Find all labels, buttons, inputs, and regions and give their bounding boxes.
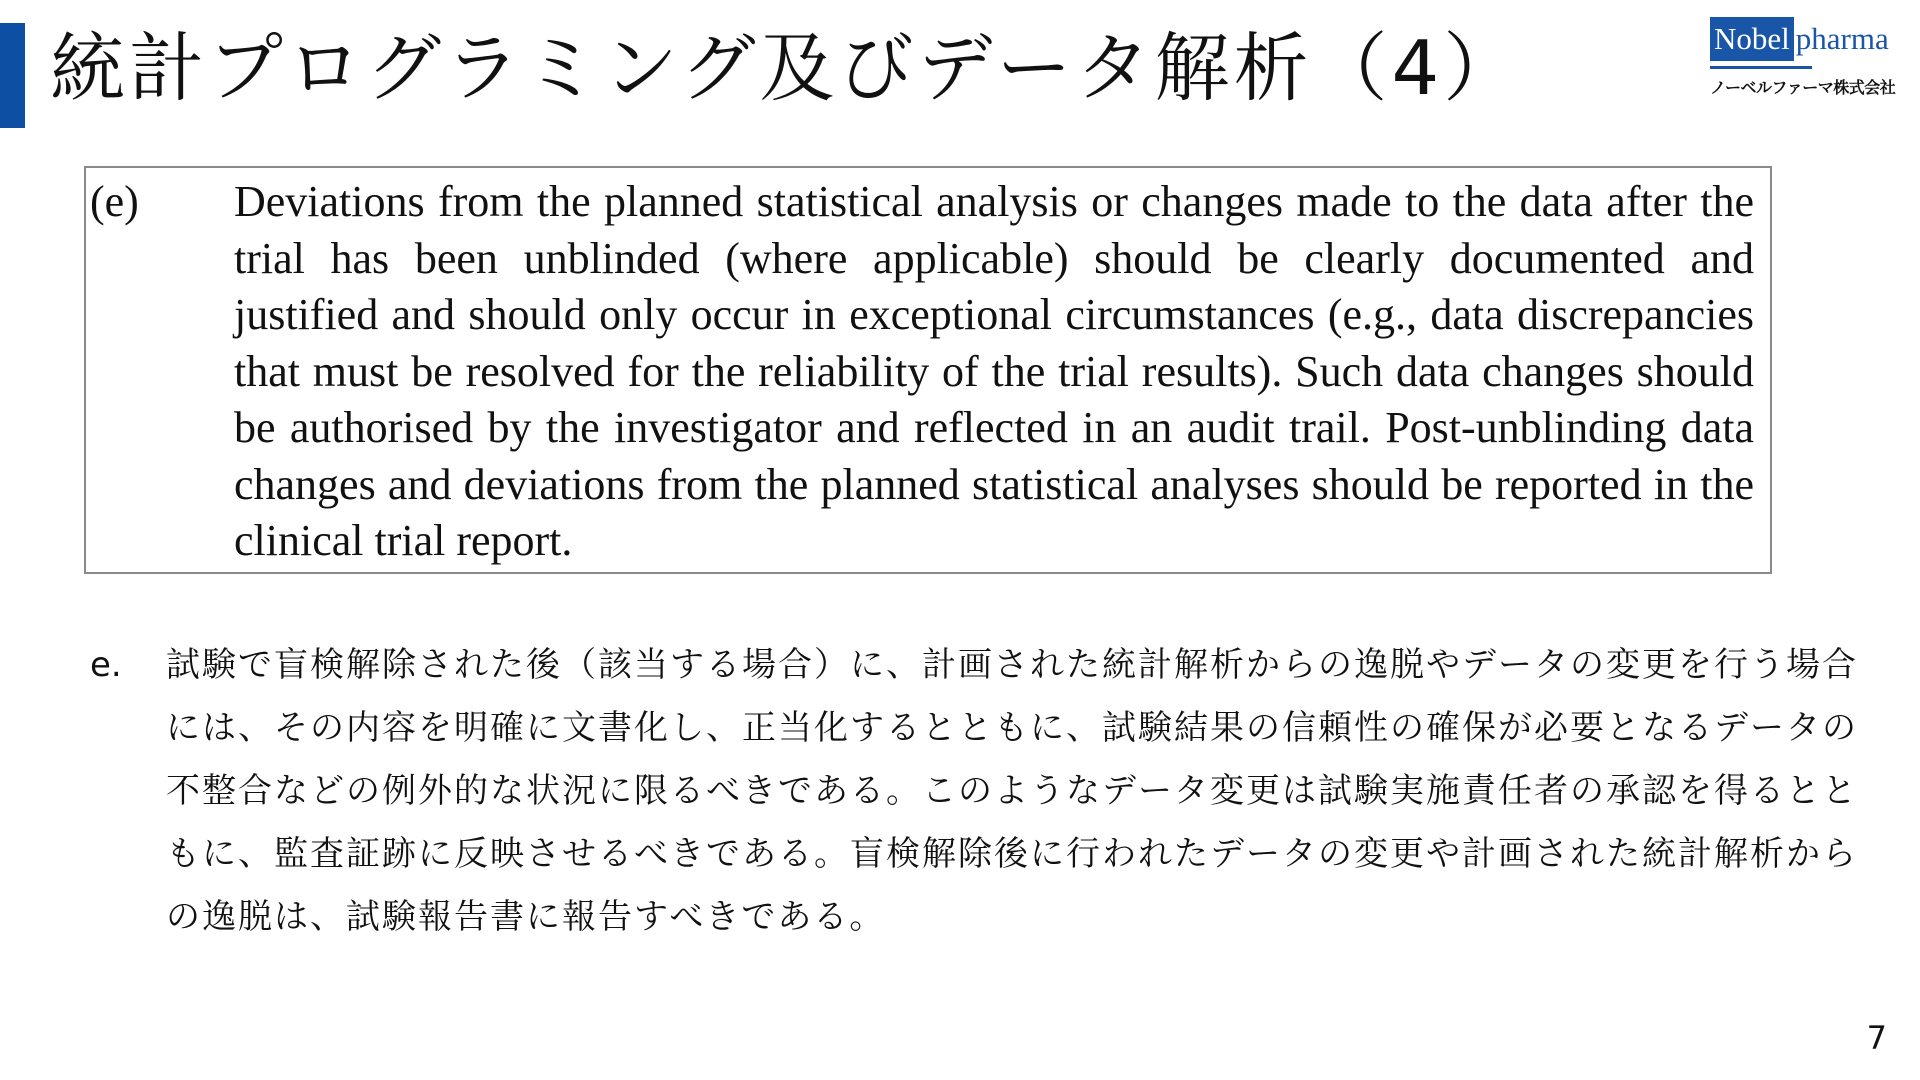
logo-rule [1710,66,1812,69]
title-accent-bar [0,23,25,128]
quote-paragraph: Deviations from the planned statistical analysis or changes made to the data after the trial has been unblinded (where applicable) should be clearly documented and justified and should only occur in exceptional circumstances (e.g., data discrepancies that must be resolved for the reliability of the trial results). Such data changes should be authorised by the investigator and reflected in an audit trail. Post-unblinding data changes and deviations from the planned statistical analyses should be reported in the clinical trial report. [234,177,1754,565]
page-number: 7 [1866,1019,1887,1057]
logo-subtitle: ノーベルファーマ株式会社 [1710,78,1896,97]
logo-wordmark [1710,17,1915,61]
quote-item-label: (e) [90,177,139,226]
company-logo [1710,17,1915,107]
translation-paragraph: 試験で盲検解除された後（該当する場合）に、計画された統計解析からの逸脱やデータの変更を行う場合には、その内容を明確に文書化し、正当化するとともに、試験結果の信頼性の確保が必要となるデータの不整合などの例外的な状況に限るべきである。このようなデータ変更は試験実施責任者の承認を得るとともに、監査証跡に反映させるべきである。盲検解除後に行われたデータの変更や計画された統計解析からの逸脱は、試験報告書に報告すべきである。 [166,645,1858,937]
logo-word-text: pharma [1795,21,1889,56]
logo-box-text: Nobel [1710,17,1794,61]
quoted-guideline-box [84,166,1772,574]
page-title: 統計プログラミング及びデータ解析（4） [50,24,1523,112]
translation-item-marker: e. [90,645,122,685]
